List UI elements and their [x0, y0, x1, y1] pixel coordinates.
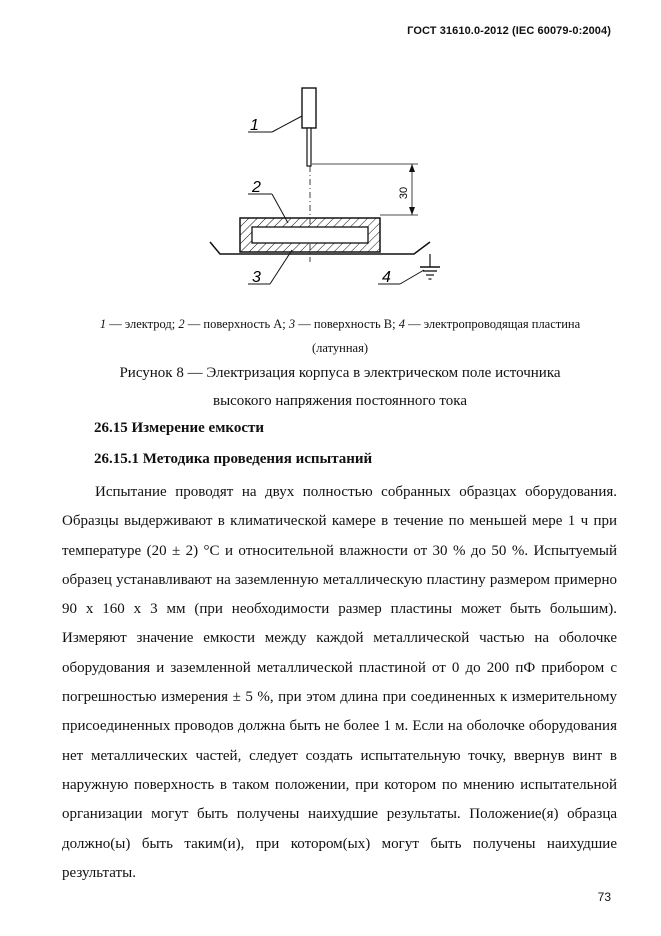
- legend-text-3: — поверхность В;: [295, 317, 399, 331]
- body-paragraph: Испытание проводят на двух полностью собранных образцах оборудования. Образцы выдерживают в климатической камере в течение по меньшей мере 1 ч при температуре (20 ± 2) °С и относительной влажности от 30 % до 50 %. Испытуемый образец устанавливают на заземленную металлическую пластину размером примерно 90 х 160 х 3 мм (при необходимости размер пластины может быть большим). Измеряют значение емкости между каждой металлической частью на оболочке оборудования и заземленной металлической пластиной от 0 до 200 пФ прибором с погрешностью измерения ± 5 %, при этом длина при соединенных к измерительному присоединенных проводов должна быть не более 1 м. Если на оболочке оборудования нет металлических частей, следует создать испытательную точку, ввернув винт в наружную поверхность в таком положении, при котором по мнению испытательной организации могут быть получены наихудшие результаты. Положение(я) образца должно(ы) быть таким(и), при котором(ых) могут быть получены наихудшие результаты.: [62, 484, 617, 881]
- figure-title: [60, 359, 620, 415]
- enclosure-inner: [252, 227, 368, 243]
- section-heading-26-15-1: 26.15.1 Методика проведения испытаний: [94, 451, 373, 467]
- callout-3-label: 3: [252, 269, 261, 286]
- legend-num-4: 4: [398, 317, 405, 331]
- electrode-body: [302, 88, 316, 128]
- figure-title-line-2: высокого напряжения постоянного тока: [212, 393, 467, 409]
- legend-num-3: 3: [288, 317, 296, 331]
- callout-2-label: 2: [252, 179, 261, 196]
- figure-title-line-1: Рисунок 8 — Электризация корпуса в электрическом поле источника: [119, 365, 561, 381]
- legend-text-4: — электропроводящая пластина: [405, 317, 581, 331]
- section-heading-26-15: 26.15 Измерение емкости: [94, 420, 265, 436]
- legend-tail: (латунная): [311, 341, 368, 355]
- body-text: [62, 478, 617, 888]
- legend-num-1: 1: [99, 317, 107, 331]
- electrode-tip: [307, 128, 311, 166]
- figure-electrification-diagram: [200, 80, 460, 295]
- dimension-label: 30: [398, 186, 410, 200]
- page-number: 73: [597, 890, 611, 904]
- legend-text-1: — электрод;: [106, 317, 179, 331]
- callout-1-label: 1: [250, 117, 259, 134]
- legend-text-2: — поверхность А;: [184, 317, 289, 331]
- legend-num-2: 2: [178, 317, 185, 331]
- page-header: ГОСТ 31610.0-2012 (IEC 60079-0:2004): [407, 25, 611, 37]
- figure-legend: [60, 312, 620, 360]
- callout-4-label: 4: [382, 269, 391, 286]
